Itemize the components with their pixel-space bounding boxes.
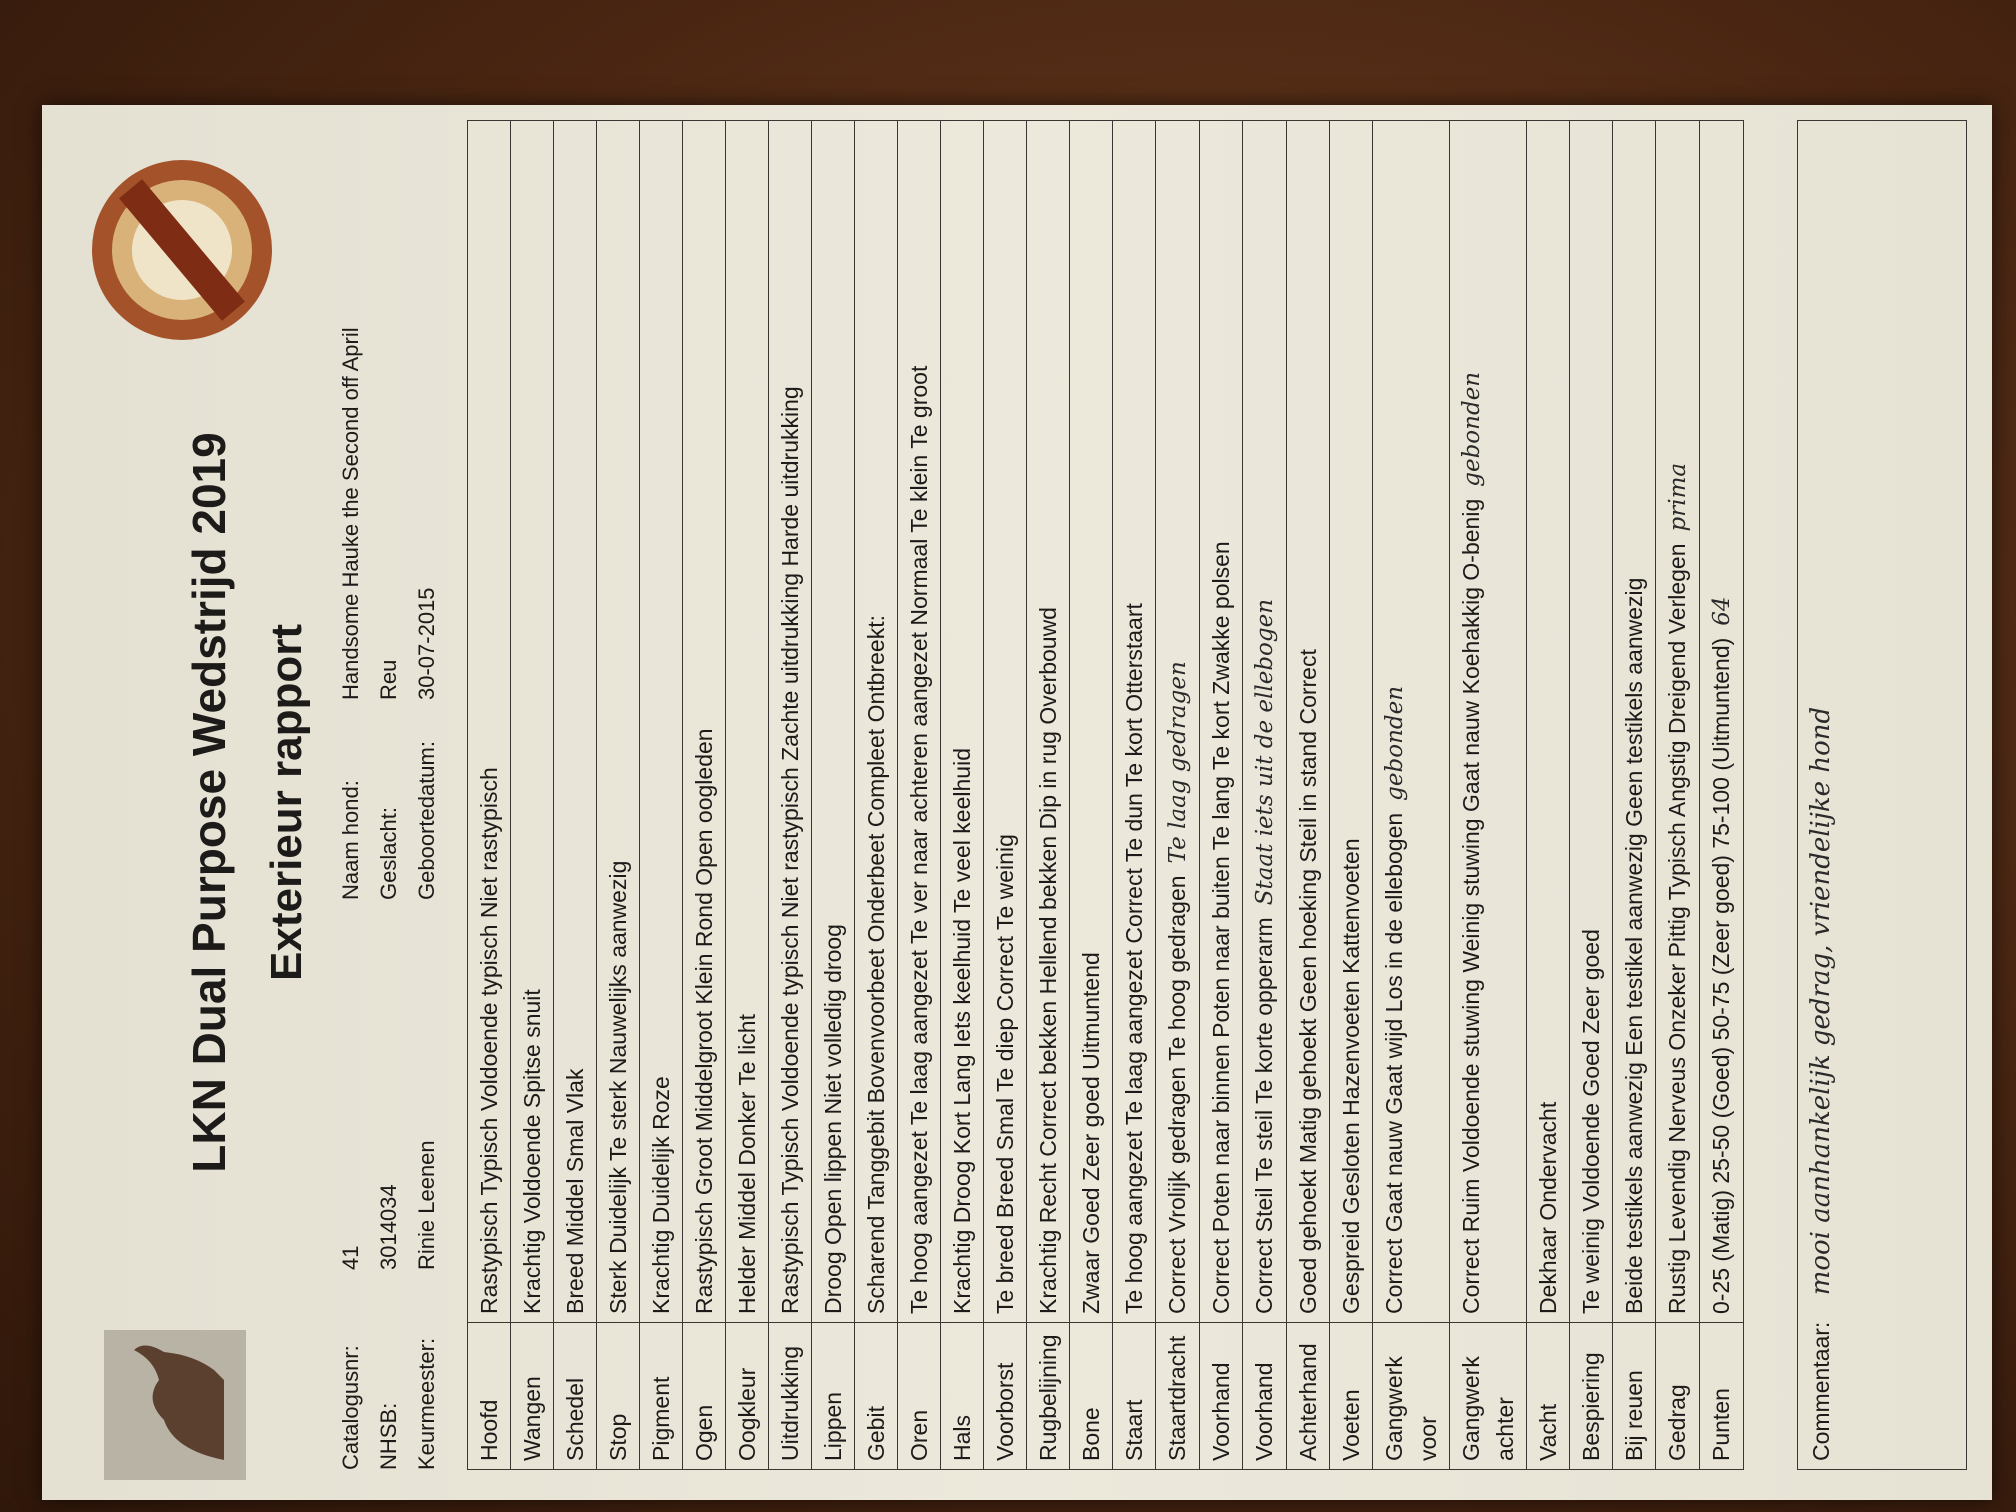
row-label: Achterhand — [1287, 1323, 1330, 1470]
row-options-text: Gespreid Gesloten Hazenvoeten Kattenvoeten — [1338, 838, 1364, 1314]
form-row — [683, 121, 726, 1470]
row-options — [511, 121, 554, 1323]
row-options-text: Breed Middel Smal Vlak — [562, 1068, 588, 1314]
row-options-text: Zwaar Goed Zeer goed Uitmuntend — [1078, 952, 1104, 1314]
row-options — [597, 121, 640, 1323]
row-options — [1200, 121, 1243, 1323]
form-row — [769, 121, 812, 1470]
row-options-text: Krachtig Droog Kort Lang Iets keelhuid Te veel keelhuid — [949, 748, 975, 1314]
row-options-text: Te breed Breed Smal Te diep Correct Te weinig — [992, 834, 1018, 1314]
row-options-text: Helder Middel Donker Te licht — [734, 1014, 760, 1314]
row-options-text: Beide testikels aanwezig Een testikel aanwezig Geen testikels aanwezig — [1621, 577, 1647, 1314]
row-label: Voorborst — [984, 1323, 1027, 1470]
row-label: Stop — [597, 1323, 640, 1470]
row-handwriting: 64 — [1709, 596, 1735, 626]
form-row — [554, 121, 597, 1470]
form-row — [1113, 121, 1156, 1470]
comment-handwriting: mooi aanhankelijk gedrag, vriendelijke hond — [1806, 706, 1836, 1296]
meta-left — [332, 1140, 446, 1470]
row-options-text: Goed gehoekt Matig gehoekt Geen hoeking Steil in stand Correct — [1295, 649, 1321, 1314]
form-row — [1287, 121, 1330, 1470]
row-label: Voorhand — [1243, 1323, 1287, 1470]
row-options — [855, 121, 898, 1323]
form-row — [855, 121, 898, 1470]
row-options-text: Sterk Duidelijk Te sterk Nauwelijks aanwezig — [605, 860, 631, 1314]
row-options-text: Correct Steil Te steil Te korte opperarm — [1251, 917, 1277, 1314]
row-options-text: Correct Vrolijk gedragen Te hoog gedragen — [1164, 875, 1190, 1314]
row-options — [1700, 121, 1744, 1323]
form-row — [726, 121, 769, 1470]
row-handwriting: Staat iets uit de ellebogen — [1252, 598, 1278, 906]
row-options-text: Krachtig Voldoende Spitse snuit — [519, 989, 545, 1314]
form-row — [597, 121, 640, 1470]
document-title: LKN Dual Purpose Wedstrijd 2019 — [183, 432, 235, 1173]
row-options — [1570, 121, 1613, 1323]
row-label: Rugbelijning — [1027, 1323, 1070, 1470]
meta-right — [332, 327, 446, 900]
row-label: Gangwerk voor — [1373, 1323, 1450, 1470]
form-row — [1570, 121, 1613, 1470]
row-options-text: Correct Poten naar binnen Poten naar buiten Te lang Te kort Zwakke polsen — [1208, 541, 1234, 1314]
geslacht-label: Geslacht: — [376, 807, 401, 900]
form-row — [511, 121, 554, 1470]
form-row — [1656, 121, 1700, 1470]
row-options — [1613, 121, 1656, 1323]
form-row — [1527, 121, 1570, 1470]
row-label: Uitdrukking — [769, 1323, 812, 1470]
row-options — [984, 121, 1027, 1323]
row-options-text: Te weinig Voldoende Goed Zeer goed — [1578, 929, 1604, 1314]
row-label: Wangen — [511, 1323, 554, 1470]
row-label: Vacht — [1527, 1323, 1570, 1470]
row-label: Staartdracht — [1156, 1323, 1200, 1470]
row-options — [1243, 121, 1287, 1323]
row-options — [1656, 121, 1700, 1323]
row-options-text: Rastypisch Typisch Voldoende typisch Niet rastypisch — [476, 767, 502, 1314]
form-row — [1700, 121, 1744, 1470]
row-options — [898, 121, 941, 1323]
row-options — [1027, 121, 1070, 1323]
catalogus-label: Catalogusnr: — [338, 1345, 363, 1470]
jubileum-badge — [82, 150, 282, 350]
row-options-text: Correct Ruim Voldoende stuwing Weinig stuwing Gaat nauw Koehakkig O-benig — [1458, 498, 1484, 1314]
form-row — [1373, 121, 1450, 1470]
form-row — [984, 121, 1027, 1470]
geboorte-label: Geboortedatum: — [414, 741, 439, 900]
row-handwriting: Te laag gedragen — [1165, 661, 1191, 864]
row-handwriting: gebonden — [1459, 371, 1485, 487]
geboorte-value: 30-07-2015 — [414, 587, 439, 700]
row-label: Hals — [941, 1323, 984, 1470]
form-row — [1200, 121, 1243, 1470]
row-options-text: Krachtig Recht Correct bekken Hellend bekken Dip in rug Overbouwd — [1035, 607, 1061, 1314]
row-handwriting: gebonden — [1382, 685, 1408, 801]
form-row — [1330, 121, 1373, 1470]
row-label: Gangwerk achter — [1450, 1323, 1527, 1470]
geslacht-value: Reu — [376, 659, 401, 700]
row-handwriting: prima — [1665, 462, 1691, 532]
row-options — [468, 121, 511, 1323]
row-label: Oren — [898, 1323, 941, 1470]
nhsb-value: 3014034 — [376, 1184, 401, 1270]
row-options — [1373, 121, 1450, 1323]
form-row — [812, 121, 855, 1470]
form-row — [468, 121, 511, 1470]
row-options-text: Te hoog aangezet Te laag aangezet Te ver naar achteren aangezet Normaal Te klein Te groot — [906, 365, 932, 1314]
form-row — [1027, 121, 1070, 1470]
nhsb-label: NHSB: — [376, 1402, 401, 1470]
row-label: Voeten — [1330, 1323, 1373, 1470]
paper-sheet — [42, 105, 1992, 1500]
row-options-text: Droog Open lippen Niet volledig droog — [820, 924, 846, 1314]
form-content — [42, 105, 1992, 1500]
row-options — [554, 121, 597, 1323]
row-options — [1527, 121, 1570, 1323]
row-options — [1156, 121, 1200, 1323]
row-label: Lippen — [812, 1323, 855, 1470]
row-options — [812, 121, 855, 1323]
naam-value: Handsome Hauke the Second off April — [338, 327, 363, 700]
row-label: Gedrag — [1656, 1323, 1700, 1470]
row-label: Voorhand — [1200, 1323, 1243, 1470]
row-options-text: 0-25 (Matig) 25-50 (Goed) 50-75 (Zeer goed) 75-100 (Uitmuntend) — [1708, 637, 1734, 1314]
row-options — [769, 121, 812, 1323]
form-row — [1450, 121, 1527, 1470]
row-label: Schedel — [554, 1323, 597, 1470]
row-options — [1287, 121, 1330, 1323]
row-label: Gebit — [855, 1323, 898, 1470]
form-row — [898, 121, 941, 1470]
row-options — [941, 121, 984, 1323]
form-row — [941, 121, 984, 1470]
row-options-text: Dekhaar Ondervacht — [1535, 1101, 1561, 1314]
row-label: Ogen — [683, 1323, 726, 1470]
row-label: Bespiering — [1570, 1323, 1613, 1470]
naam-label: Naam hond: — [338, 780, 363, 900]
row-label: Hoofd — [468, 1323, 511, 1470]
row-options-text: Scharend Tanggebit Bovenvoorbeet Onderbeet Compleet Ontbreekt: — [863, 615, 889, 1314]
row-label: Bone — [1070, 1323, 1113, 1470]
row-label: Bij reuen — [1613, 1323, 1656, 1470]
row-options — [683, 121, 726, 1323]
row-options — [1070, 121, 1113, 1323]
row-label: Oogkleur — [726, 1323, 769, 1470]
comment-box — [1797, 120, 1967, 1470]
row-options — [726, 121, 769, 1323]
keurmeester-label: Keurmeester: — [414, 1337, 439, 1470]
document-subtitle: Exterieur rapport — [262, 624, 311, 981]
row-options-text: Rastypisch Groot Middelgroot Klein Rond Open oogleden — [691, 728, 717, 1314]
row-options-text: Rustig Levendig Nerveus Onzeker Pittig Typisch Angstig Dreigend Verlegen — [1664, 543, 1690, 1314]
row-options-text: Te hoog aangezet Te laag aangezet Correct Te dun Te kort Otterstaart — [1121, 603, 1147, 1314]
form-row — [1070, 121, 1113, 1470]
row-label: Staart — [1113, 1323, 1156, 1470]
form-row — [1156, 121, 1200, 1470]
catalogus-value: 41 — [338, 1245, 363, 1270]
row-options — [1450, 121, 1527, 1323]
row-options — [640, 121, 683, 1323]
row-label: Pigment — [640, 1323, 683, 1470]
form-row — [1243, 121, 1287, 1470]
row-options — [1330, 121, 1373, 1323]
form-row — [1613, 121, 1656, 1470]
row-options-text: Rastypisch Typisch Voldoende typisch Niet rastypisch Zachte uitdrukking Harde uitdrukking — [777, 386, 803, 1314]
form-row — [640, 121, 683, 1470]
comment-label: Commentaar: — [1808, 1321, 1834, 1461]
row-options — [1113, 121, 1156, 1323]
row-label: Punten — [1700, 1323, 1744, 1470]
keurmeester-value: Rinie Leenen — [414, 1140, 439, 1270]
evaluation-table — [467, 120, 1744, 1470]
row-options-text: Correct Gaat nauw Gaat wijd Los in de ellebogen — [1381, 812, 1407, 1314]
row-options-text: Krachtig Duidelijk Roze — [648, 1076, 674, 1314]
